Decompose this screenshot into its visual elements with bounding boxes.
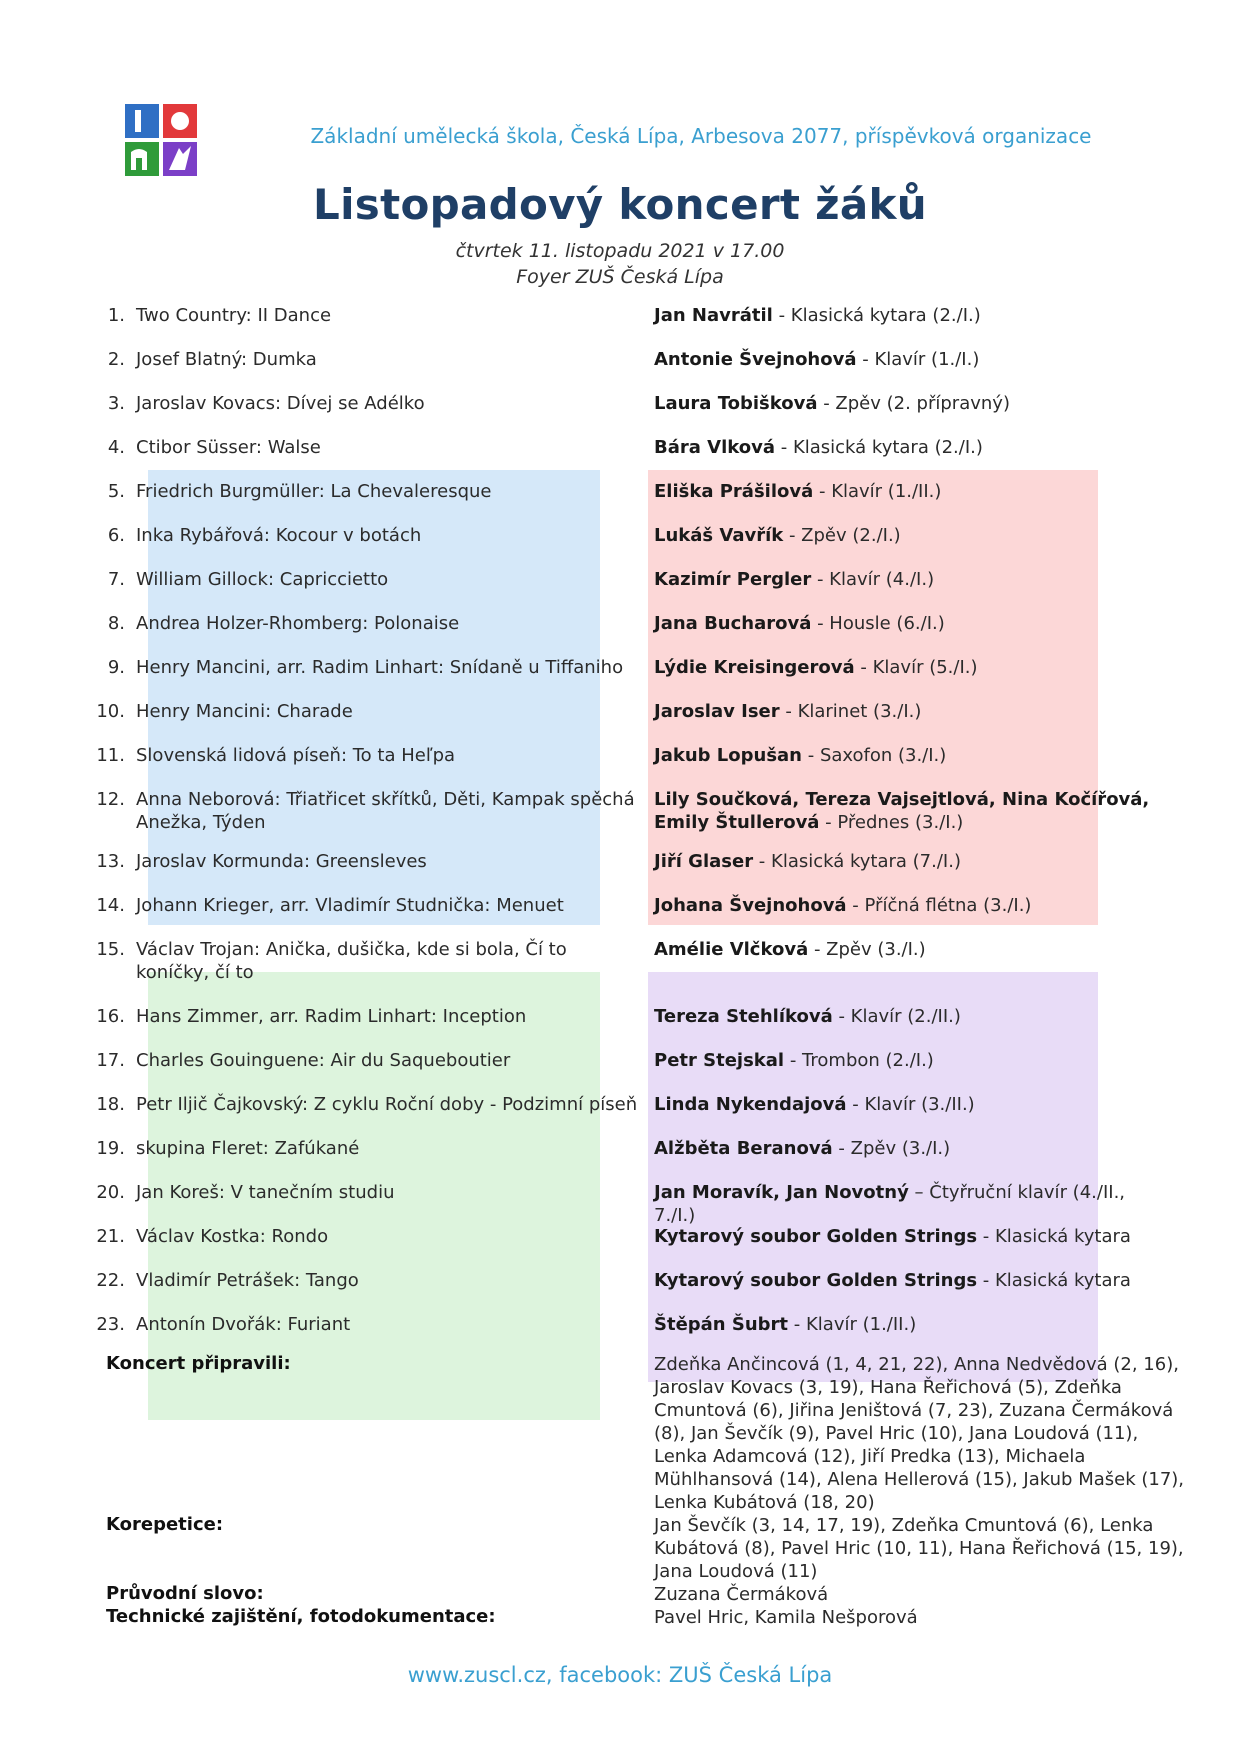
prepared-value: Zdeňka Ančincová (1, 4, 21, 22), Anna Nedvědová (2, 16), Jaroslav Kovacs (3, 19), Hana Řeřichová (5), Zdeňka Cmuntová (6), Jiřina Jeništová (7, 23), Zuzana Čermáková (8), Jan Ševčík (9), Pavel Hric (10), Jana Loudová (11), Lenka Adamcová (12), Jiří Predka (13), Michaela Mühlhansová (14), Alena Hellerová (15), Jakub Mašek (17), Lenka Kubátová (18, 20) <box>654 1354 1185 1513</box>
performer-name: Jiří Glaser <box>654 851 754 872</box>
program-number: 18. <box>96 1094 125 1115</box>
performer-name: Amélie Vlčková <box>654 939 809 960</box>
program-piece: William Gillock: Capriccietto <box>136 569 389 590</box>
performer-instrument: - Klavír (1./II.) <box>813 481 942 502</box>
program-performer <box>654 1093 1154 1116</box>
page-title: Listopadový koncert žáků <box>313 180 927 229</box>
program-number: 20. <box>96 1182 125 1203</box>
performer-instrument: – Čtyřruční klavír (4./II., 7./I.) <box>654 1182 1126 1226</box>
program-piece: Ctibor Süsser: Walse <box>136 437 321 458</box>
performer-instrument: - Trombon (2./I.) <box>784 1050 934 1071</box>
performer-instrument: - Klavír (5./I.) <box>854 657 978 678</box>
performer-name: Jakub Lopušan <box>654 745 802 766</box>
performer-instrument: - Klasická kytara <box>977 1270 1131 1291</box>
program-performer <box>654 1313 1154 1336</box>
performer-instrument: - Housle (6./I.) <box>811 613 945 634</box>
program-number: 15. <box>96 939 125 960</box>
program-piece: Petr Iljič Čajkovský: Z cyklu Roční doby - Podzimní píseň <box>136 1094 638 1115</box>
program-piece: Jaroslav Kovacs: Dívej se Adélko <box>136 393 425 414</box>
performer-instrument: - Klavír (3./II.) <box>846 1094 975 1115</box>
program-number: 7. <box>107 569 125 590</box>
program-number: 23. <box>96 1314 125 1335</box>
program-piece: Henry Mancini, arr. Radim Linhart: Snídaně u Tiffaniho <box>136 657 624 678</box>
performer-name: Eliška Prášilová <box>654 481 814 502</box>
program-performer <box>654 1269 1154 1292</box>
performer-name: Kytarový soubor Golden Strings <box>654 1270 978 1291</box>
program-number: 4. <box>107 437 125 458</box>
program-piece: Andrea Holzer-Rhomberg: Polonaise <box>136 613 460 634</box>
performer-instrument: - Klarinet (3./I.) <box>779 701 922 722</box>
program-performer <box>654 304 1154 327</box>
footer-links[interactable]: www.zuscl.cz, facebook: ZUŠ Česká Lípa <box>407 1663 833 1687</box>
program-number: 21. <box>96 1226 125 1247</box>
program-number: 16. <box>96 1006 125 1027</box>
performer-instrument: - Klasická kytara <box>977 1226 1131 1247</box>
performer-name: Jan Navrátil <box>654 305 773 326</box>
performer-instrument: - Klavír (2./II.) <box>832 1006 961 1027</box>
program-piece: Henry Mancini: Charade <box>136 701 353 722</box>
school-name: Základní umělecká škola, Česká Lípa, Arbesova 2077, příspěvková organizace <box>310 124 1092 148</box>
performer-instrument: - Zpěv (2./I.) <box>783 525 901 546</box>
performer-instrument: - Klasická kytara (2./I.) <box>775 437 983 458</box>
performer-instrument: - Přednes (3./I.) <box>819 812 964 833</box>
word-value: Zuzana Čermáková <box>654 1584 829 1605</box>
program-number: 12. <box>96 789 125 810</box>
program-performer <box>654 524 1154 547</box>
program-number: 17. <box>96 1050 125 1071</box>
program-piece: Friedrich Burgmüller: La Chevaleresque <box>136 481 492 502</box>
program-number: 5. <box>107 481 125 502</box>
program-number: 14. <box>96 895 125 916</box>
performer-name: Lýdie Kreisingerová <box>654 657 855 678</box>
performer-name: Tereza Stehlíková <box>654 1006 833 1027</box>
performer-instrument: - Zpěv (3./I.) <box>832 1138 951 1159</box>
program-piece: Hans Zimmer, arr. Radim Linhart: Inception <box>136 1006 527 1027</box>
program-performer <box>654 850 1154 873</box>
performer-instrument: - Zpěv (2. přípravný) <box>817 393 1010 414</box>
program-number: 3. <box>107 393 125 414</box>
program-number: 19. <box>96 1138 125 1159</box>
program-piece: Václav Trojan: Anička, dušička, kde si bola, Čí to koníčky, čí to <box>136 939 567 983</box>
program-number: 8. <box>107 613 125 634</box>
program-performer <box>654 480 1154 503</box>
performer-name: Lukáš Vavřík <box>654 525 784 546</box>
performer-instrument: - Klavír (1./II.) <box>788 1314 917 1335</box>
performer-name: Petr Stejskal <box>654 1050 785 1071</box>
program-piece: Anna Neborová: Třiatřicet skřítků, Děti, Kampak spěchá Anežka, Týden <box>136 789 635 833</box>
program-piece: Jan Koreš: V tanečním studiu <box>136 1182 395 1203</box>
performer-name: Antonie Švejnohová <box>654 349 857 370</box>
program-performer <box>654 1049 1154 1072</box>
program-performer <box>654 1181 1154 1227</box>
program-performer <box>654 938 1154 961</box>
program-number: 11. <box>96 745 125 766</box>
program-piece: Charles Gouinguene: Air du Saqueboutier <box>136 1050 511 1071</box>
concert-place: Foyer ZUŠ Česká Lípa <box>516 266 724 288</box>
program-number: 2. <box>107 349 125 370</box>
program-performer <box>654 392 1154 415</box>
program-performer <box>654 656 1154 679</box>
program-number: 6. <box>107 525 125 546</box>
performer-instrument: - Příčná flétna (3./I.) <box>846 895 1032 916</box>
tech-value: Pavel Hric, Kamila Nešporová <box>654 1607 918 1628</box>
performer-name: Johana Švejnohová <box>654 895 847 916</box>
korepetice-value: Jan Ševčík (3, 14, 17, 19), Zdeňka Cmuntová (6), Lenka Kubátová (8), Pavel Hric (10, 11), Hana Řeřichová (15, 19), Jana Loudová (11) <box>654 1515 1184 1582</box>
program-piece: Vladimír Petrášek: Tango <box>136 1270 359 1291</box>
program-piece: skupina Fleret: Zafúkané <box>136 1138 360 1159</box>
word-label: Průvodní slovo: <box>106 1583 264 1604</box>
program-performer <box>654 700 1154 723</box>
program-piece: Antonín Dvořák: Furiant <box>136 1314 351 1335</box>
performer-instrument: - Klasická kytara (7./I.) <box>753 851 961 872</box>
program-number: 9. <box>107 657 125 678</box>
performer-name: Laura Tobišková <box>654 393 818 414</box>
performer-name: Lily Součková, Tereza Vajsejtlová, Nina Kočířová, Emily Štullerová <box>654 789 1150 833</box>
program-performer <box>654 1137 1154 1160</box>
program-performer <box>654 788 1154 834</box>
program-performer <box>654 612 1154 635</box>
performer-instrument: - Zpěv (3./I.) <box>808 939 926 960</box>
program-number: 22. <box>96 1270 125 1291</box>
performer-instrument: - Klavír (1./I.) <box>856 349 980 370</box>
program-performer <box>654 436 1154 459</box>
program-piece: Václav Kostka: Rondo <box>136 1226 329 1247</box>
program-piece: Jaroslav Kormunda: Greensleves <box>136 851 427 872</box>
performer-name: Štěpán Šubrt <box>654 1314 789 1335</box>
performer-name: Kazimír Pergler <box>654 569 812 590</box>
program-piece: Johann Krieger, arr. Vladimír Studnička: Menuet <box>136 895 564 916</box>
program-performer <box>654 348 1154 371</box>
program-number: 1. <box>107 305 125 326</box>
concert-date: čtvrtek 11. listopadu 2021 v 17.00 <box>455 240 785 262</box>
program-number: 13. <box>96 851 125 872</box>
performer-name: Bára Vlková <box>654 437 775 458</box>
program-piece: Two Country: II Dance <box>136 305 332 326</box>
prepared-label: Koncert připravili: <box>106 1353 291 1374</box>
program-performer <box>654 568 1154 591</box>
performer-instrument: - Klasická kytara (2./I.) <box>772 305 981 326</box>
performer-name: Jaroslav Iser <box>654 701 780 722</box>
performer-name: Alžběta Beranová <box>654 1138 833 1159</box>
program-piece: Slovenská lidová píseň: To ta Heľpa <box>136 745 456 766</box>
performer-name: Jana Bucharová <box>654 613 812 634</box>
performer-instrument: - Klavír (4./I.) <box>811 569 935 590</box>
program-performer <box>654 1005 1154 1028</box>
program-piece: Josef Blatný: Dumka <box>136 349 317 370</box>
performer-instrument: - Saxofon (3./I.) <box>802 745 947 766</box>
program-piece: Inka Rybářová: Kocour v botách <box>136 525 422 546</box>
korepetice-label: Korepetice: <box>106 1514 224 1535</box>
performer-name: Kytarový soubor Golden Strings <box>654 1226 978 1247</box>
tech-label: Technické zajištění, fotodokumentace: <box>106 1606 496 1627</box>
program-performer <box>654 894 1154 917</box>
performer-name: Jan Moravík, Jan Novotný <box>654 1182 909 1203</box>
performer-name: Linda Nykendajová <box>654 1094 847 1115</box>
program-number: 10. <box>96 701 125 722</box>
program-performer <box>654 1225 1154 1248</box>
program-performer <box>654 744 1154 767</box>
